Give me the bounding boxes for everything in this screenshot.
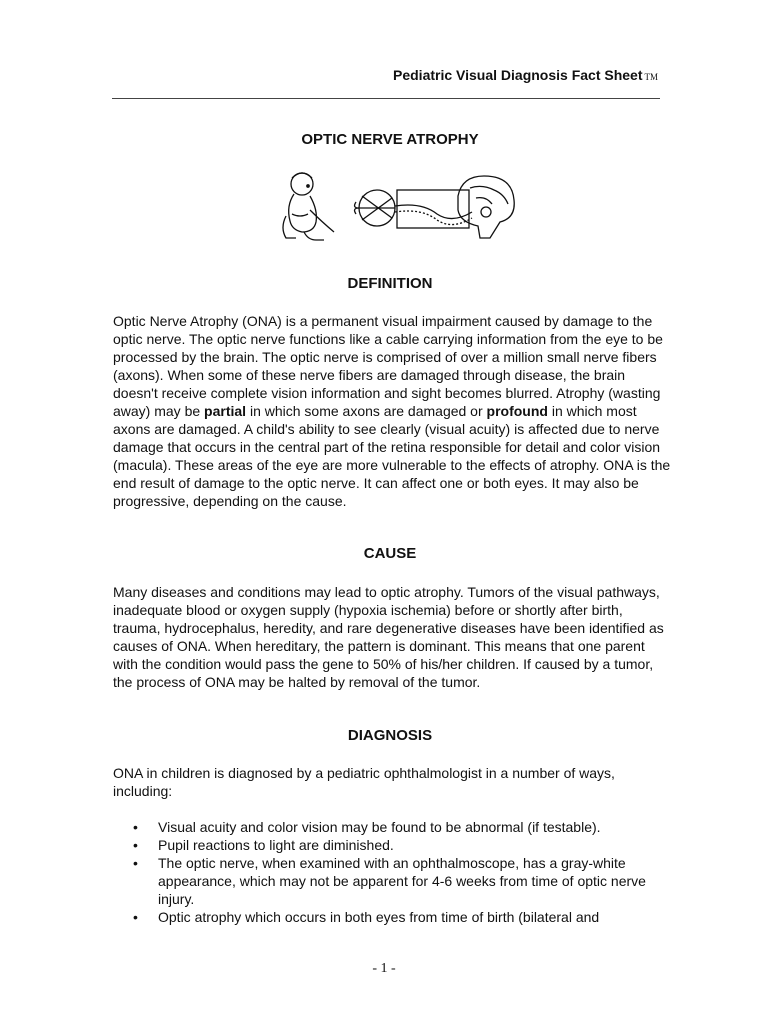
definition-text-part-2: in which some axons are damaged or bbox=[246, 403, 487, 419]
eye-cross-section-icon bbox=[355, 190, 395, 226]
crouching-child-icon bbox=[283, 173, 334, 240]
page-title: OPTIC NERVE ATROPHY bbox=[301, 131, 479, 148]
header-title-text: Pediatric Visual Diagnosis Fact Sheet bbox=[393, 67, 643, 83]
definition-text-part-3: in which most axons are damaged. A child's ability to see clearly (visual acuity) is affected due to nerve damage that occurs in the central part of the retina responsible for detail and color vision (macula). These areas of the eye are more vulnerable to the effects of atrophy. ONA is the end result of damage to the optic nerve. It can affect one or both eyes. It may also be progressive, depending on the cause. bbox=[113, 403, 671, 509]
page-number: - 1 - bbox=[372, 961, 396, 976]
brain-head-icon bbox=[458, 176, 514, 238]
profound-term: profound bbox=[486, 403, 548, 419]
list-item: • Optic atrophy which occurs in both eyes from time of birth (bilateral and bbox=[113, 908, 673, 926]
diagnosis-intro: ONA in children is diagnosed by a pediatric ophthalmologist in a number of ways, including: bbox=[113, 765, 615, 799]
diagnosis-heading: DIAGNOSIS bbox=[347, 727, 433, 744]
definition-text-part-1: Optic Nerve Atrophy (ONA) is a permanent visual impairment caused by damage to the optic nerve. The optic nerve functions like a cable carrying information from the eye to be processed by the brain. The optic nerve is comprised of over a million small nerve fibers (axons). When some of these nerve fibers are damaged through disease, the brain doesn't receive complete vision information and sight becomes blurred. Atrophy (wasting away) may be bbox=[113, 313, 663, 419]
optic-nerve-pathway-icon bbox=[395, 190, 472, 228]
definition-paragraph bbox=[113, 312, 673, 510]
header-divider bbox=[112, 98, 660, 99]
list-item: • Visual acuity and color vision may be found to be abnormal (if testable). bbox=[113, 818, 673, 836]
diagnosis-bullet-list bbox=[113, 818, 673, 926]
cause-paragraph: Many diseases and conditions may lead to optic atrophy. Tumors of the visual pathways, inadequate blood or oxygen supply (hypoxia ischemia) before or shortly after birth, trauma, hydrocephalus, heredity, and rare degenerative diseases have been identified as causes of ONA. When hereditary, the pattern is dominant. This means that one parent with the condition would pass the gene to 50% of his/her children. If caused by a tumor, the process of ONA may be halted by removal of the tumor. bbox=[113, 584, 664, 690]
optic-pathway-illustration bbox=[272, 166, 522, 246]
trademark-mark: TM bbox=[644, 72, 658, 82]
fact-sheet-header bbox=[393, 67, 658, 83]
definition-heading: DEFINITION bbox=[347, 275, 433, 292]
list-item: • The optic nerve, when examined with an ophthalmoscope, has a gray-white appearance, which may not be apparent for 4-6 weeks from time of optic nerve injury. bbox=[113, 854, 673, 908]
cause-heading: CAUSE bbox=[363, 545, 417, 562]
list-item: • Pupil reactions to light are diminished. bbox=[113, 836, 673, 854]
partial-term: partial bbox=[204, 403, 247, 419]
